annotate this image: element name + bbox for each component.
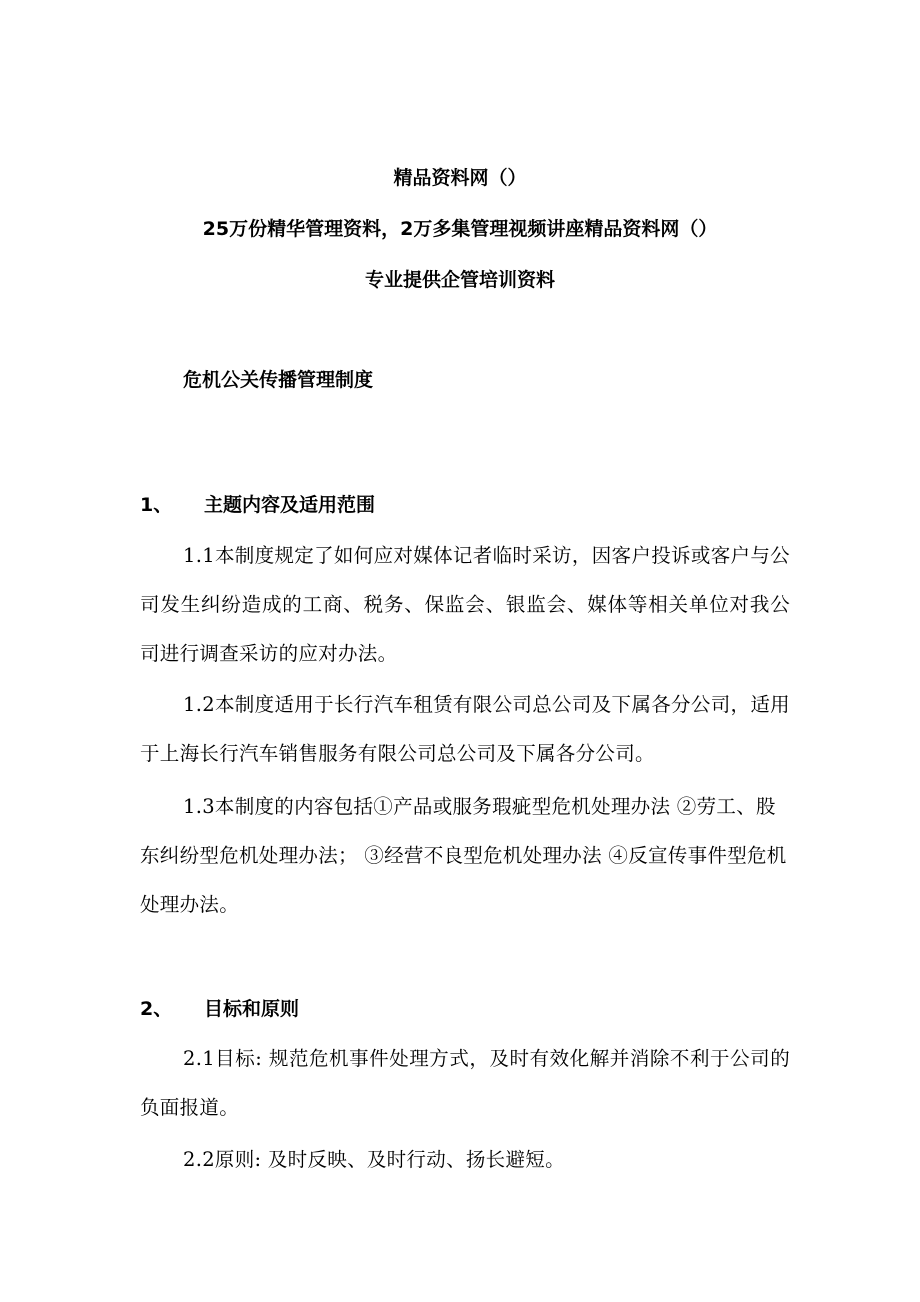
paragraph-1-3: 1.3本制度的内容包括①产品或服务瑕疵型危机处理办法 ②劳工、股东纠纷型危机处理办法； ③经营不良型危机处理办法 ④反宣传事件型危机处理办法。 <box>140 795 787 916</box>
section-2-heading <box>140 996 299 1022</box>
paragraph-1-1: 1.1本制度规定了如何应对媒体记者临时采访，因客户投诉或客户与公司发生纠纷造成的工商、税务、保监会、银监会、媒体等相关单位对我公司进行调查采访的应对办法。 <box>140 544 790 665</box>
paragraph-1-2: 1.2本制度适用于长行汽车租赁有限公司总公司及下属各分公司，适用于上海长行汽车销售服务有限公司总公司及下属各分公司。 <box>140 693 790 765</box>
paragraph-2-1: 2.1目标: 规范危机事件处理方式，及时有效化解并消除不利于公司的负面报道。 <box>140 1047 790 1119</box>
paragraph-2-2: 2.2原则: 及时反映、及时行动、扬长避短。 <box>183 1148 565 1171</box>
header-line-service: 专业提供企管培训资料 <box>364 269 555 291</box>
section-heading-text: 目标和原则 <box>204 998 300 1020</box>
document-title: 危机公关传播管理制度 <box>183 369 374 391</box>
section-number: 2、 <box>140 998 173 1020</box>
header-line-tagline: 25万份精华管理资料，2万多集管理视频讲座精品资料网（） <box>202 218 718 240</box>
section-heading-text: 主题内容及适用范围 <box>204 494 376 516</box>
section-number: 1、 <box>140 494 173 516</box>
section-1-heading <box>140 492 375 518</box>
header-line-site-name: 精品资料网（） <box>393 167 527 189</box>
